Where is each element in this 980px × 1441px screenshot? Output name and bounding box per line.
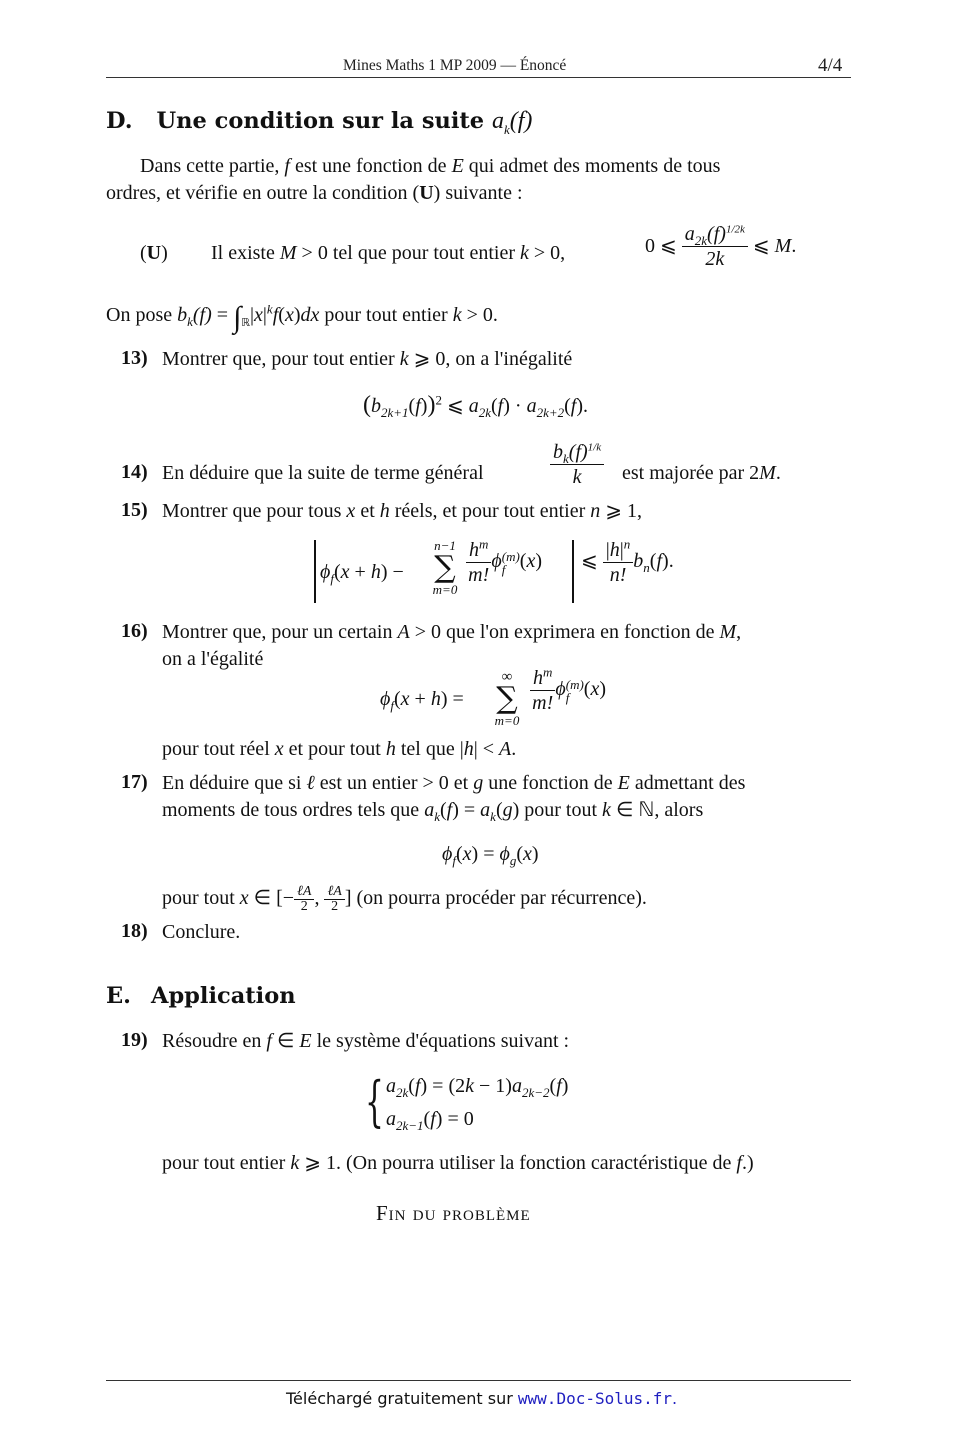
q19-system-brace: {: [365, 1070, 384, 1133]
footer: [286, 1389, 677, 1408]
q14-formula: $\frac{b_k(f)^{1/k}}{k}$: [550, 440, 604, 489]
header-title: Mines Maths 1 MP 2009 — Énoncé: [343, 57, 567, 74]
section-d-title-math: $a_k(f)$: [491, 108, 533, 137]
q17-text-after: pour tout x ∈ [− $\frac{\text{ℓA}}{2}$ , $\frac{\text{ℓA}}{2}$ ] (on pourra procéder par récurrence).: [162, 884, 647, 914]
q17-number: 17): [121, 771, 148, 793]
section-d-title: Une condition sur la suite: [156, 108, 485, 134]
q15-abs-bar-left: [314, 540, 316, 603]
footer-suffix: .: [672, 1389, 678, 1408]
q14-text: En déduire que la suite de terme général: [162, 462, 484, 484]
condition-u-formula: 0 ⩽ $\frac{a_{2k}(f)^{1/2k}}{2k}$ ⩽ M.: [645, 223, 797, 270]
q15-formula-rhs: ⩽ $\frac{|h|^n}{n!}$ $b_n(f)$.: [581, 536, 674, 586]
q19-number: 19): [121, 1029, 148, 1051]
header-page-number: 4/4: [818, 55, 843, 76]
section-d-heading: [106, 108, 532, 135]
q15-sum-symbol: n−1 ∑ m=0: [432, 538, 458, 597]
section-e-heading: [106, 983, 296, 1009]
q17-formula: $\phi_f(x) = \phi_g(x)$: [442, 843, 539, 868]
q16-sum-symbol: ∞ ∑ m=0: [494, 669, 520, 728]
q14-text-after: est majorée par 2M.: [622, 462, 781, 484]
q13-text: Montrer que, pour tout entier k ⩾ 0, on a l'inégalité: [162, 348, 573, 370]
q14-number: 14): [121, 461, 148, 483]
q16-text-line-2: on a l'égalité: [162, 648, 264, 670]
section-e-label: E.: [106, 983, 131, 1009]
q18-number: 18): [121, 920, 148, 942]
section-d-label: D.: [106, 108, 133, 134]
intro-line-1: Dans cette partie, f est une fonction de E qui admet des moments de tous: [140, 155, 721, 177]
footer-prefix: Téléchargé gratuitement sur: [286, 1389, 513, 1408]
q19-equation-2: $a_{2k-1}(f) = 0$: [386, 1108, 474, 1133]
q15-text: Montrer que pour tous x et h réels, et pour tout entier n ⩾ 1,: [162, 500, 643, 522]
q15-number: 15): [121, 499, 148, 521]
q16-text-after: pour tout réel x et pour tout h tel que |h| < A.: [162, 738, 517, 760]
q13-formula: $(b_{2k+1}(f))^2$ ⩽ $a_{2k}(f) \cdot a_{2k+2}(f)$.: [363, 392, 589, 420]
q16-number: 16): [121, 620, 148, 642]
condition-u-label: (U): [140, 242, 168, 264]
end-of-problem: Fin du problème: [376, 1201, 531, 1225]
q16-formula-lhs: $\phi_f(x + h)$ =: [380, 688, 464, 713]
section-e-title: Application: [150, 983, 296, 1009]
q15-formula-lhs: $\phi_f(x + h)$ −: [320, 561, 404, 586]
footer-rule: [106, 1380, 851, 1381]
q15-formula-term: $\frac{h^m}{m!}$ ϕ (m) f (x): [466, 538, 542, 587]
q19-text-after: pour tout entier k ⩾ 1. (On pourra utiliser la fonction caractéristique de f.): [162, 1152, 754, 1174]
condition-u-text: Il existe M > 0 tel que pour tout entier k > 0,: [211, 242, 566, 264]
q17-text-line-2: moments de tous ordres tels que $a_k(f) = a_k(g)$ pour tout k ∈ ℕ, alors: [162, 799, 704, 824]
q19-text: Résoudre en f ∈ E le système d'équations suivant :: [162, 1030, 570, 1052]
q17-text-line-1: En déduire que si ℓ est un entier > 0 et g une fonction de E admettant des: [162, 772, 746, 794]
footer-link[interactable]: www.Doc-Solus.fr: [517, 1389, 673, 1408]
pose-definition: On pose $b_k(f) = \int_ℝ|x|^kf(x)dx$ pour tout entier k > 0.: [106, 301, 498, 334]
q15-abs-bar-right: [572, 540, 574, 603]
q18-text: Conclure.: [162, 921, 241, 943]
q13-number: 13): [121, 347, 148, 369]
q16-formula-term: $\frac{h^m}{m!}$ ϕ (m) f (x): [530, 666, 606, 715]
intro-line-2: ordres, et vérifie en outre la condition (U) suivante :: [106, 182, 523, 204]
q19-equation-1: $a_{2k}(f) = (2k - 1)a_{2k-2}(f)$: [386, 1075, 569, 1100]
q16-text-line-1: Montrer que, pour un certain A > 0 que l'on exprimera en fonction de M,: [162, 621, 742, 643]
header-rule: [106, 77, 851, 78]
